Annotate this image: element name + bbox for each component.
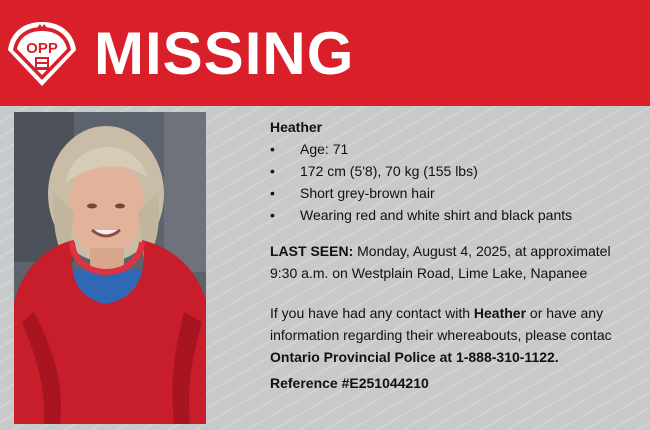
detail-height-weight: • 172 cm (5'8), 70 kg (155 lbs) (270, 160, 650, 182)
detail-hair: • Short grey-brown hair (270, 182, 650, 204)
person-photo-image (14, 112, 206, 424)
contact-line-2: information regarding their whereabouts, please contac (270, 327, 612, 343)
opp-logo-text: OPP (26, 40, 58, 57)
contact-prefix: If you have had any contact with (270, 305, 474, 321)
opp-badge-icon (4, 18, 80, 90)
last-seen-paragraph (270, 240, 650, 284)
person-info (270, 116, 650, 394)
contact-person-name: Heather (473, 305, 527, 321)
reference-number: Reference #E251044210 (270, 375, 429, 391)
contact-suffix: or have any (526, 305, 604, 321)
contact-line-1 (270, 302, 650, 324)
last-seen-label: LAST SEEN: (270, 243, 354, 259)
last-seen-location: 9:30 a.m. on Westplain Road, Lime Lake, Napanee (270, 265, 588, 281)
detail-clothing: • Wearing red and white shirt and black pants (270, 204, 650, 226)
missing-person-photo (14, 112, 206, 424)
contact-phone-line: Ontario Provincial Police at 1-888-310-1122. (270, 349, 559, 365)
contact-paragraph (270, 302, 650, 368)
page-title: MISSING (94, 20, 355, 87)
person-details-list (270, 138, 650, 226)
last-seen-line-1 (270, 240, 650, 262)
detail-age: • Age: 71 (270, 138, 650, 160)
person-name: Heather (270, 119, 323, 135)
header-banner (0, 0, 650, 106)
last-seen-date: Monday, August 4, 2025, at approximatel (353, 243, 611, 259)
